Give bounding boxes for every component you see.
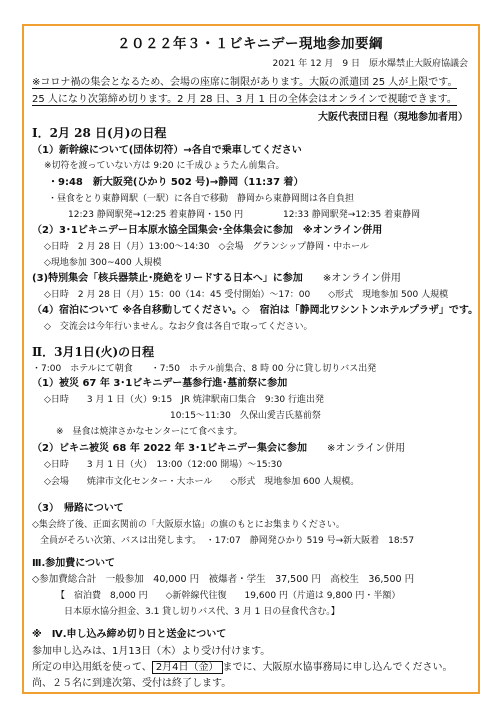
day1-local-train-1: 12:23 静岡駅発→12:25 着東静岡・150 円 xyxy=(68,210,244,220)
fees-breakdown: 【 宿泊費 8,000 円 ◇新幹線代往復 19,600 円（片道は 9,800 円・半額） xyxy=(56,591,401,601)
fees-total: ◇参加費総合計 一般参加 40,000 円 被爆者・学生 37,500 円 高校生 36,500 円 xyxy=(32,574,415,585)
day1-lunch: ・昼食をとり東静岡駅（一駅）に各自で移動 静岡から東静岡間は各自負担 xyxy=(48,194,355,204)
day1-ticket-note: ※切符を渡っていない方は 9:20 に千成ひょうたん前集合。 xyxy=(44,161,285,171)
day1-special-datetime: ◇日時 2 月 28 日（月）15：00（14：45 受付開始）～17：00 ◇形式 現地参加 500 人規模 xyxy=(44,290,449,300)
application-deadline: 所定の申込用紙を使って、 2月4日（金） までに、大阪原水協事務局に申し込んでください。 xyxy=(32,662,453,673)
day1-rally-scale: ◇現地参加 300~400 人規模 xyxy=(44,258,162,268)
page-title: ２０２２年３・１ビキニデー現地参加要綱 xyxy=(117,36,383,52)
notice-line-2: 25 人になり次第締め切ります。2 月 28 日、3 月 1 日の全体会はオンラインで視聴できます。 xyxy=(32,94,457,105)
day1-shinkansen: ・9:48 新大阪発(ひかり 502 号)→静岡（11:37 着） xyxy=(48,177,304,188)
deadline-date: 2月4日（金） xyxy=(152,661,223,674)
return-train: 全員がそろい次第、バスは出発します。 ・17:07 静岡発ひかり 519 号→新大阪着 18:57 xyxy=(40,536,415,546)
day1-lodging: （4）宿泊について ※各自移動してください。◇ 宿泊は「静岡北ワシントンホテルプラザ」です。 xyxy=(32,305,479,316)
day1-heading: Ⅰ．2月 28 日(月)の日程 xyxy=(32,126,167,140)
fees-includes: 日本原水協分担金、3.1 貸し切りバス代、3 月 1 日の昼食代含む。】 xyxy=(64,607,340,617)
day1-special: (3)特別集会「核兵器禁止･廃絶をリードする日本へ」に参加 ※オンライン併用 xyxy=(32,273,401,284)
day1-train: （1）新幹線について(団体切符）→各自で乗車してください xyxy=(32,145,302,156)
notice-line-1: ※コロナ禍の集会となるため、会場の座席に制限があります。大阪の派遣団 25 人が上限です。 xyxy=(32,77,458,88)
fees-heading: Ⅲ.参加費について xyxy=(32,558,116,569)
day1-dinner-note: ◇ 交流会は今年行いません。なお夕食は各自で取ってください。 xyxy=(44,322,313,332)
application-heading: ※ Ⅳ.申し込み締め切り日と送金について xyxy=(32,629,227,640)
online-badge: ※オンライン併用 xyxy=(302,225,383,236)
day1-rally-datetime: ◇日時 2 月 28 日（月）13:00～14:30 ◇会場 グランシップ静岡・中ホール xyxy=(44,242,369,252)
delegation-label: 大阪代表団日程（現地参加者用） xyxy=(318,112,468,123)
day2-rally-datetime: ◇日時 3 月 1 日（火） 13:00（12:00 開場）～15:30 xyxy=(44,460,283,470)
date-line: 2021 年 12 月 9 日 原水爆禁止大阪府協議会 xyxy=(272,59,468,69)
return-gather: ◇集会終了後、正面玄関前の「大阪原水協」の旗のもとにお集まりください。 xyxy=(32,520,345,530)
day2-memorial: 10:15～11:30 久保山愛吉氏墓前祭 xyxy=(170,411,321,421)
application-start: 参加申し込みは、1月13日（木）より受け付けます。 xyxy=(32,646,271,657)
day2-heading: Ⅱ．3月1日(火)の日程 xyxy=(32,345,155,359)
return-heading: （3） 帰路について xyxy=(32,503,124,514)
application-limit: 尚、２５名に到達次第、受付は終了します。 xyxy=(32,678,232,689)
day2-march: （1）被災 67 年 3･1ビキニデー墓参行進･墓前祭に参加 xyxy=(32,378,288,389)
day2-rally-venue: ◇会場 焼津市文化センター・大ホール ◇形式 現地参加 600 人規模。 xyxy=(44,477,360,487)
day2-rally: （2）ビキニ被災 68 年 2022 年 3･1ビキニデー集会に参加 ※オンライン併用 xyxy=(32,443,406,454)
day1-local-train-2: 12:33 静岡駅発→12:35 着東静岡 xyxy=(283,210,421,220)
day2-breakfast: ・7:00 ホテルにて朝食 ・7:50 ホテル前集合、8 時 00 分に貸し切りバス出発 xyxy=(32,364,377,374)
day1-rally: （2）3･1ビキニデー日本原水協全国集会･全体集会に参加 ※オンライン併用 xyxy=(32,225,383,236)
day2-lunch-note: ※ 昼食は焼津さかなセンターにて食べます。 xyxy=(56,427,243,437)
day2-march-datetime: ◇日時 3 月 1 日（火）9:15 JR 焼津駅南口集合 9:30 行進出発 xyxy=(44,395,325,405)
